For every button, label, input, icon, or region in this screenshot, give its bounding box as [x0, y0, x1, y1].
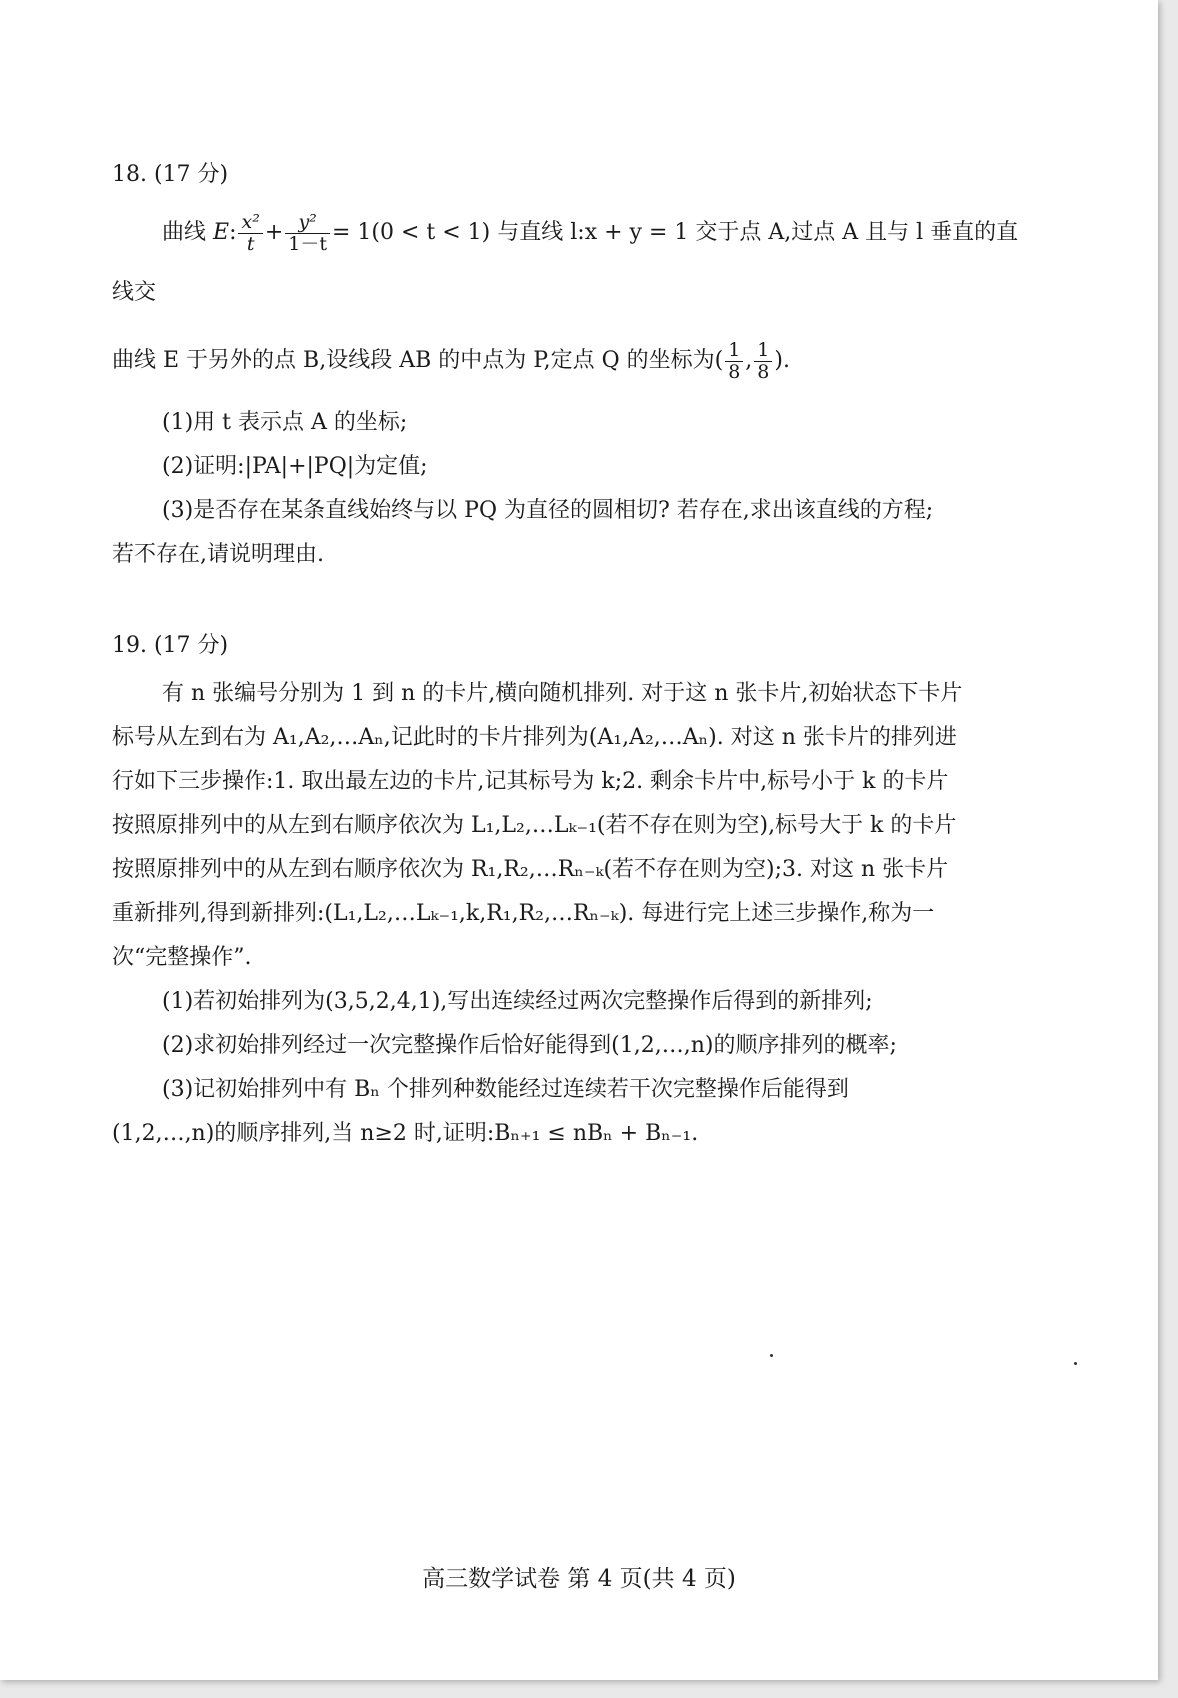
question-19-line-7: 次“完整操作”.	[112, 945, 252, 970]
scan-speck	[770, 1354, 773, 1357]
fraction-y	[285, 212, 330, 255]
fraction-denominator: 8	[757, 360, 770, 383]
fraction-numerator: 1	[754, 340, 772, 362]
scan-speck	[1074, 1362, 1077, 1365]
question-18-sub-3-cont: 若不存在,请说明理由.	[112, 542, 324, 567]
question-18-line-1	[112, 203, 1032, 323]
text: ).	[774, 348, 790, 373]
question-19-sub-1: (1)若初始排列为(3,5,2,4,1),写出连续经过两次完整操作后得到的新排列;	[162, 989, 873, 1014]
question-19-line-1: 有 n 张编号分别为 1 到 n 的卡片,横向随机排列. 对于这 n 张卡片,初始状态下卡片	[162, 681, 963, 706]
fraction-denominator: t	[246, 232, 255, 255]
question-18-line-2	[112, 331, 1032, 391]
fraction-denominator: 8	[728, 360, 741, 383]
text: 与直线 l:x + y = 1 交于点 A,过点 A 且与 l 垂直的直线交	[112, 220, 1019, 305]
question-19-sub-3: (3)记初始排列中有 Bₙ 个排列种数能经过连续若干次完整操作后能得到	[162, 1077, 849, 1102]
text: = 1(0 < t < 1)	[332, 220, 491, 245]
fraction-q-y	[754, 340, 772, 383]
question-18-sub-1: (1)用 t 表示点 A 的坐标;	[162, 410, 408, 435]
fraction-denominator: 1－t	[288, 232, 327, 255]
question-18-sub-3: (3)是否存在某条直线始终与以 PQ 为直径的圆相切? 若存在,求出该直线的方程;	[162, 498, 934, 523]
question-18-sub-2: (2)证明:|PA|+|PQ|为定值;	[162, 454, 428, 479]
text: +	[264, 220, 284, 245]
question-19-sub-3-cont: (1,2,…,n)的顺序排列,当 n≥2 时,证明:Bₙ₊₁ ≤ nBₙ + Bₙ₋₁.	[112, 1121, 699, 1146]
text: ,	[745, 348, 753, 373]
question-19	[112, 626, 1032, 1156]
fraction-numerator: x²	[238, 212, 262, 234]
question-19-line-3: 行如下三步操作:1. 取出最左边的卡片,记其标号为 k;2. 剩余卡片中,标号小于 k 的卡片	[112, 769, 949, 794]
question-19-line-6: 重新排列,得到新排列:(L₁,L₂,…Lₖ₋₁,k,R₁,R₂,…Rₙ₋ₖ). 每进行完上述三步操作,称为一	[112, 901, 935, 926]
question-19-header: 19. (17 分)	[112, 633, 229, 658]
question-19-sub-2: (2)求初始排列经过一次完整操作后恰好能得到(1,2,…,n)的顺序排列的概率;	[162, 1033, 897, 1058]
fraction-q-x	[725, 340, 743, 383]
curve-name: E	[213, 220, 230, 245]
text: :	[229, 220, 237, 245]
text: 曲线 E 于另外的点 B,设线段 AB 的中点为 P,定点 Q 的坐标为(	[112, 348, 724, 373]
question-19-line-5: 按照原排列中的从左到右顺序依次为 R₁,R₂,…Rₙ₋ₖ(若不存在则为空);3. 对这 n 张卡片	[112, 857, 949, 882]
fraction-numerator: 1	[725, 340, 743, 362]
question-19-line-2: 标号从左到右为 A₁,A₂,…Aₙ,记此时的卡片排列为(A₁,A₂,…Aₙ). 对这 n 张卡片的排列进	[112, 725, 957, 750]
page-footer: 高三数学试卷 第 4 页(共 4 页)	[422, 1566, 736, 1592]
text: 曲线	[162, 220, 213, 245]
question-18-header: 18. (17 分)	[112, 162, 229, 187]
fraction-numerator: y²	[285, 212, 330, 234]
fraction-x	[238, 212, 262, 255]
question-18	[112, 155, 1032, 577]
question-19-line-4: 按照原排列中的从左到右顺序依次为 L₁,L₂,…Lₖ₋₁(若不存在则为空),标号大于 k 的卡片	[112, 813, 957, 838]
